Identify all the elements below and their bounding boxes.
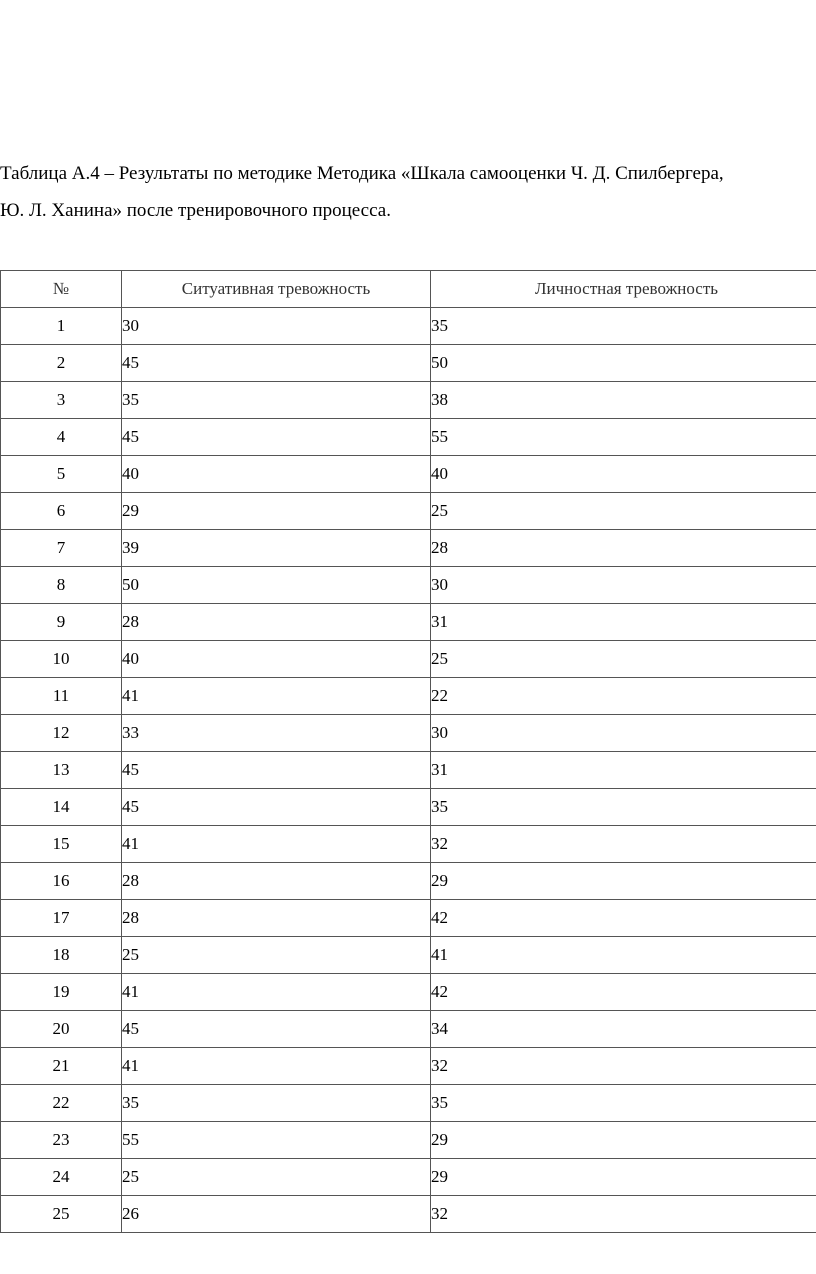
row-number-cell: 13 (1, 752, 122, 789)
table-row (1, 493, 816, 530)
table-row (1, 937, 816, 974)
header-personal-anxiety: Личностная тревожность (431, 271, 816, 308)
personal-anxiety-cell: 31 (431, 604, 816, 641)
table-row (1, 345, 816, 382)
personal-anxiety-cell: 40 (431, 456, 816, 493)
table-row (1, 752, 816, 789)
personal-anxiety-cell: 32 (431, 1048, 816, 1085)
situational-anxiety-cell: 35 (122, 382, 431, 419)
row-number-cell: 9 (1, 604, 122, 641)
table-row (1, 1048, 816, 1085)
situational-anxiety-cell: 45 (122, 789, 431, 826)
situational-anxiety-cell: 41 (122, 1048, 431, 1085)
row-number-cell: 1 (1, 308, 122, 345)
personal-anxiety-cell: 25 (431, 641, 816, 678)
table-row (1, 530, 816, 567)
row-number-cell: 16 (1, 863, 122, 900)
row-number-cell: 22 (1, 1085, 122, 1122)
personal-anxiety-cell: 29 (431, 863, 816, 900)
row-number-cell: 5 (1, 456, 122, 493)
caption-line-1: Таблица А.4 – Результаты по методике Методика «Шкала самооценки Ч. Д. Спилбергера, (0, 163, 724, 184)
caption-line-2: Ю. Л. Ханина» после тренировочного процесса. (0, 200, 391, 221)
row-number-cell: 12 (1, 715, 122, 752)
personal-anxiety-cell: 31 (431, 752, 816, 789)
situational-anxiety-cell: 40 (122, 641, 431, 678)
table-row (1, 419, 816, 456)
personal-anxiety-cell: 29 (431, 1122, 816, 1159)
situational-anxiety-cell: 39 (122, 530, 431, 567)
table-body (1, 308, 816, 1233)
row-number-cell: 14 (1, 789, 122, 826)
row-number-cell: 3 (1, 382, 122, 419)
table-row (1, 308, 816, 345)
table-row (1, 567, 816, 604)
personal-anxiety-cell: 34 (431, 1011, 816, 1048)
personal-anxiety-cell: 50 (431, 345, 816, 382)
situational-anxiety-cell: 45 (122, 1011, 431, 1048)
table-row (1, 604, 816, 641)
table-row (1, 900, 816, 937)
table-row (1, 863, 816, 900)
situational-anxiety-cell: 50 (122, 567, 431, 604)
personal-anxiety-cell: 41 (431, 937, 816, 974)
situational-anxiety-cell: 30 (122, 308, 431, 345)
situational-anxiety-cell: 35 (122, 1085, 431, 1122)
row-number-cell: 8 (1, 567, 122, 604)
table-row (1, 789, 816, 826)
personal-anxiety-cell: 30 (431, 567, 816, 604)
personal-anxiety-cell: 32 (431, 1196, 816, 1233)
situational-anxiety-cell: 28 (122, 604, 431, 641)
table-row (1, 382, 816, 419)
table-row (1, 678, 816, 715)
header-number: № (1, 271, 122, 308)
personal-anxiety-cell: 35 (431, 789, 816, 826)
row-number-cell: 4 (1, 419, 122, 456)
personal-anxiety-cell: 25 (431, 493, 816, 530)
row-number-cell: 19 (1, 974, 122, 1011)
situational-anxiety-cell: 45 (122, 345, 431, 382)
personal-anxiety-cell: 30 (431, 715, 816, 752)
situational-anxiety-cell: 41 (122, 826, 431, 863)
table-row (1, 1196, 816, 1233)
situational-anxiety-cell: 40 (122, 456, 431, 493)
table-row (1, 641, 816, 678)
row-number-cell: 6 (1, 493, 122, 530)
row-number-cell: 23 (1, 1122, 122, 1159)
situational-anxiety-cell: 28 (122, 863, 431, 900)
table-row (1, 715, 816, 752)
situational-anxiety-cell: 41 (122, 974, 431, 1011)
situational-anxiety-cell: 25 (122, 937, 431, 974)
table-row (1, 974, 816, 1011)
row-number-cell: 15 (1, 826, 122, 863)
personal-anxiety-cell: 29 (431, 1159, 816, 1196)
personal-anxiety-cell: 32 (431, 826, 816, 863)
personal-anxiety-cell: 35 (431, 308, 816, 345)
table-row (1, 1122, 816, 1159)
situational-anxiety-cell: 25 (122, 1159, 431, 1196)
situational-anxiety-cell: 28 (122, 900, 431, 937)
personal-anxiety-cell: 42 (431, 974, 816, 1011)
situational-anxiety-cell: 29 (122, 493, 431, 530)
row-number-cell: 25 (1, 1196, 122, 1233)
situational-anxiety-cell: 55 (122, 1122, 431, 1159)
table-header-row (1, 271, 816, 308)
situational-anxiety-cell: 41 (122, 678, 431, 715)
row-number-cell: 17 (1, 900, 122, 937)
personal-anxiety-cell: 22 (431, 678, 816, 715)
situational-anxiety-cell: 45 (122, 419, 431, 456)
table-caption (0, 155, 816, 229)
results-table (0, 270, 816, 1233)
table-row (1, 456, 816, 493)
personal-anxiety-cell: 38 (431, 382, 816, 419)
row-number-cell: 24 (1, 1159, 122, 1196)
row-number-cell: 2 (1, 345, 122, 382)
row-number-cell: 21 (1, 1048, 122, 1085)
situational-anxiety-cell: 33 (122, 715, 431, 752)
row-number-cell: 18 (1, 937, 122, 974)
row-number-cell: 11 (1, 678, 122, 715)
personal-anxiety-cell: 35 (431, 1085, 816, 1122)
situational-anxiety-cell: 45 (122, 752, 431, 789)
table-row (1, 1159, 816, 1196)
table-row (1, 1085, 816, 1122)
personal-anxiety-cell: 28 (431, 530, 816, 567)
table-row (1, 826, 816, 863)
row-number-cell: 10 (1, 641, 122, 678)
row-number-cell: 7 (1, 530, 122, 567)
header-situational-anxiety: Ситуативная тревожность (122, 271, 431, 308)
row-number-cell: 20 (1, 1011, 122, 1048)
personal-anxiety-cell: 55 (431, 419, 816, 456)
table-row (1, 1011, 816, 1048)
personal-anxiety-cell: 42 (431, 900, 816, 937)
situational-anxiety-cell: 26 (122, 1196, 431, 1233)
